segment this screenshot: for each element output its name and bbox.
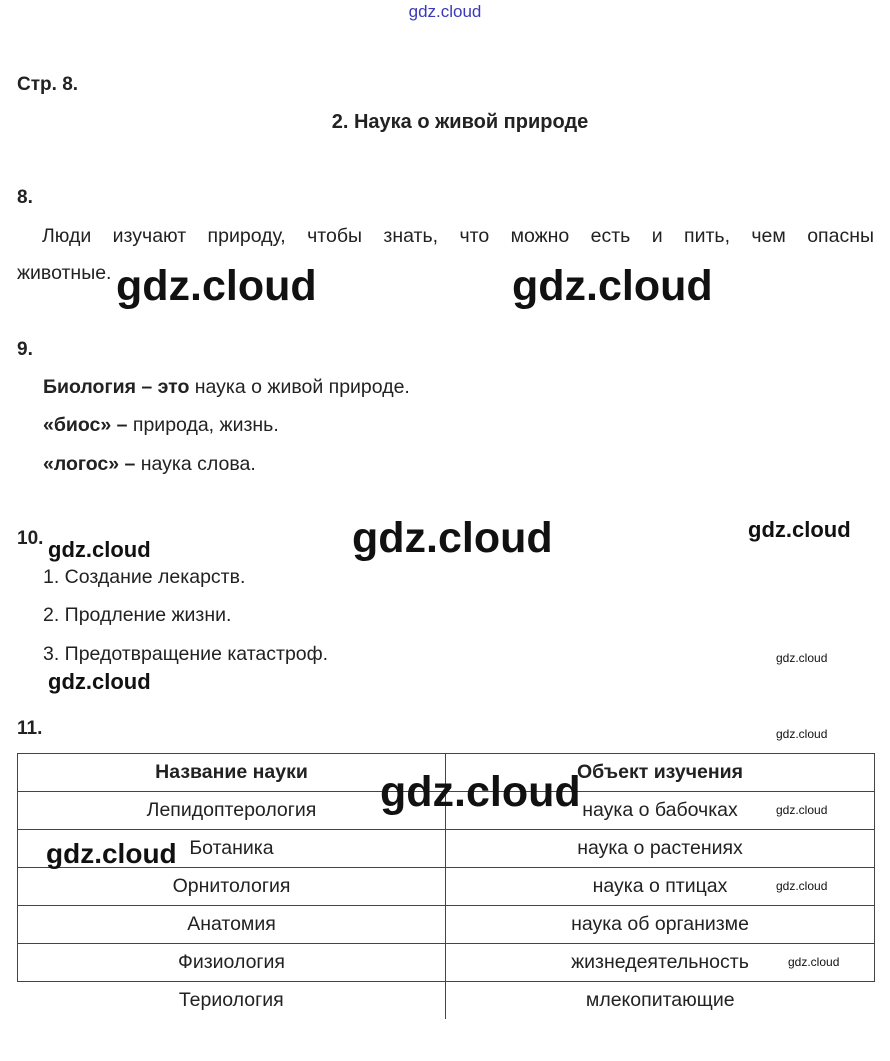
science-object: млекопитающие	[446, 982, 875, 1020]
watermark: gdz.cloud	[776, 803, 828, 817]
watermark: gdz.cloud	[512, 262, 713, 310]
watermark: gdz.cloud	[776, 727, 828, 741]
science-object: наука о растениях	[446, 830, 875, 868]
table-row	[18, 868, 875, 906]
question-10-number: 10.	[17, 528, 44, 549]
watermark: gdz.cloud	[380, 768, 581, 816]
watermark: gdz.cloud	[116, 262, 317, 310]
question-8-text-line1: Люди изучают природу, чтобы знать, что можно есть и пить, чем опасны	[42, 225, 874, 247]
definition: природа, жизнь.	[127, 414, 279, 436]
science-name: Физиология	[18, 944, 446, 982]
definition: наука слова.	[135, 453, 256, 475]
question-9-item	[43, 414, 279, 437]
watermark-top-link[interactable]: gdz.cloud	[408, 2, 482, 21]
science-name: Орнитология	[18, 868, 446, 906]
question-10-item: 3. Предотвращение катастроф.	[43, 643, 329, 665]
term: «биос» –	[43, 414, 128, 436]
science-name: Лепидоптерология	[18, 792, 446, 830]
page-label: Стр. 8.	[17, 74, 79, 95]
table-row	[18, 792, 875, 830]
table-row	[18, 830, 875, 868]
question-9-item	[43, 376, 410, 399]
column-header-science: Название науки	[18, 754, 446, 792]
sciences-table	[17, 753, 875, 1019]
question-10-item: 1. Создание лекарств.	[43, 566, 246, 588]
watermark: gdz.cloud	[788, 955, 840, 969]
science-name: Териология	[18, 982, 446, 1020]
table-header-row	[18, 754, 875, 792]
watermark: gdz.cloud	[46, 838, 177, 869]
section-title: 2. Наука о живой природе	[331, 111, 589, 133]
question-11-number: 11.	[17, 718, 43, 739]
table-row	[18, 906, 875, 944]
watermark: gdz.cloud	[748, 517, 851, 542]
science-object: жизнедеятельность	[446, 944, 875, 982]
science-object: наука о птицах	[446, 868, 875, 906]
science-object: наука об организме	[446, 906, 875, 944]
term: «логос» –	[43, 453, 136, 475]
watermark: gdz.cloud	[776, 879, 828, 893]
question-9-item	[43, 453, 256, 476]
question-8-text-line2: животные.	[17, 262, 112, 284]
question-10-item: 2. Продление жизни.	[43, 604, 232, 626]
watermark: gdz.cloud	[48, 669, 151, 694]
question-9-number: 9.	[17, 339, 33, 360]
definition: наука о живой природе.	[189, 376, 410, 398]
column-header-object: Объект изучения	[446, 754, 875, 792]
term: Биология – это	[43, 376, 190, 398]
science-name: Ботаника	[18, 830, 446, 868]
watermark: gdz.cloud	[776, 651, 828, 665]
table-row	[18, 944, 875, 982]
watermark: gdz.cloud	[48, 537, 151, 562]
question-8-number: 8.	[17, 187, 33, 208]
watermark: gdz.cloud	[352, 514, 553, 562]
science-object: наука о бабочках	[446, 792, 875, 830]
science-name: Анатомия	[18, 906, 446, 944]
table-row	[18, 982, 875, 1020]
